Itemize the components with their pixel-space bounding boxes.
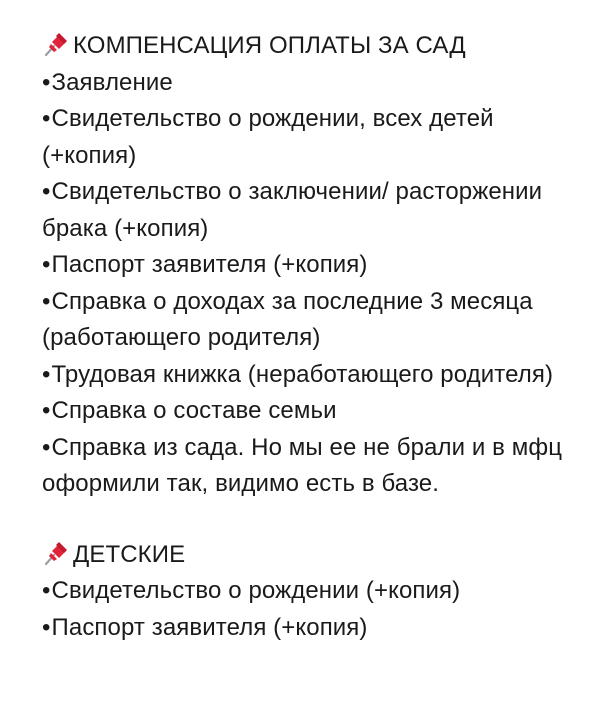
list-item bbox=[42, 247, 590, 284]
list-item-text: Справка о доходах за последние 3 месяца (работающего родителя) bbox=[42, 287, 533, 351]
bullet: • bbox=[42, 433, 51, 461]
list-item bbox=[42, 174, 590, 247]
list-item bbox=[42, 101, 590, 174]
list-item-text: Справка из сада. Но мы ее не брали и в мфц оформили так, видимо есть в базе. bbox=[42, 433, 563, 497]
list-item bbox=[42, 393, 590, 430]
section-compensation bbox=[42, 28, 590, 503]
bullet: • bbox=[42, 397, 51, 424]
bullet: • bbox=[42, 105, 51, 132]
list-item bbox=[42, 357, 590, 394]
document-list bbox=[42, 573, 590, 646]
section-heading bbox=[42, 537, 590, 574]
section-title: КОМПЕНСАЦИЯ ОПЛАТЫ ЗА САД bbox=[73, 32, 466, 59]
bullet: • bbox=[42, 178, 51, 205]
list-item bbox=[42, 610, 590, 647]
list-item bbox=[42, 430, 590, 503]
list-item-text: Свидетельство о рождении (+копия) bbox=[51, 577, 461, 604]
list-item bbox=[42, 284, 590, 357]
document-list bbox=[42, 65, 590, 503]
section-children bbox=[42, 537, 590, 647]
bullet: • bbox=[42, 68, 51, 96]
list-item-text: Трудовая книжка (неработающего родителя) bbox=[51, 360, 554, 388]
list-item-text: Свидетельство о заключении/ расторжении брака (+копия) bbox=[42, 178, 543, 242]
list-item-text: Свидетельство о рождении, всех детей (+копия) bbox=[42, 105, 494, 169]
bullet: • bbox=[42, 251, 51, 278]
bullet: • bbox=[42, 613, 51, 641]
pushpin-icon bbox=[42, 539, 70, 567]
note-page bbox=[42, 28, 590, 646]
pushpin-icon bbox=[42, 30, 70, 58]
list-item-text: Паспорт заявителя (+копия) bbox=[51, 251, 368, 278]
list-item-text: Паспорт заявителя (+копия) bbox=[51, 613, 368, 641]
section-title: ДЕТСКИЕ bbox=[73, 540, 186, 568]
list-item bbox=[42, 573, 590, 610]
bullet: • bbox=[42, 360, 51, 388]
bullet: • bbox=[42, 287, 51, 315]
list-item bbox=[42, 65, 590, 102]
list-item-text: Справка о составе семьи bbox=[51, 397, 337, 424]
list-item-text: Заявление bbox=[51, 68, 173, 96]
bullet: • bbox=[42, 577, 51, 604]
section-heading bbox=[42, 28, 590, 65]
